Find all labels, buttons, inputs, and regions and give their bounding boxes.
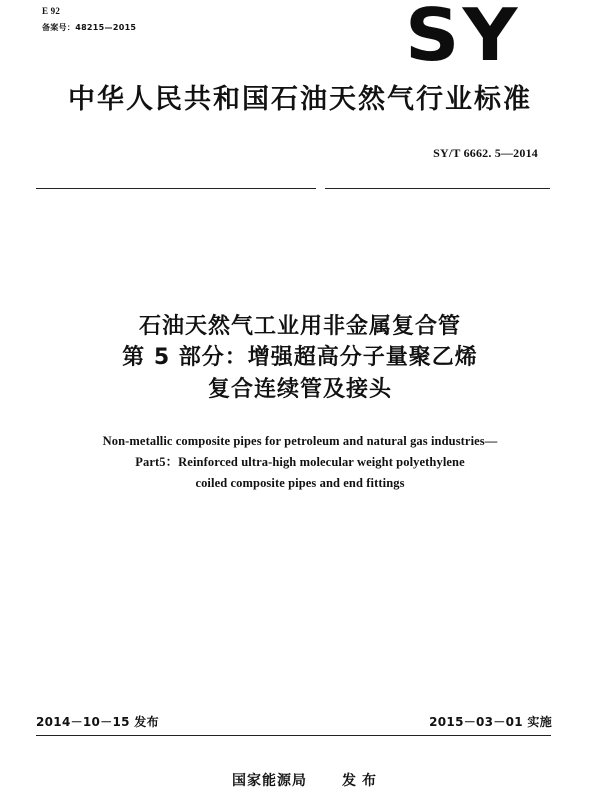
implementation-date: 2015－03－01 实施 — [429, 715, 552, 729]
header-divider-left — [36, 188, 316, 189]
title-en-line-1: Non-metallic composite pipes for petroleum and natural gas industries— — [102, 434, 498, 448]
title-zh-line-1: 石油天然气工业用非金属复合管 — [138, 314, 461, 339]
sy-logo: SY — [405, 0, 521, 77]
issuer-action: 发布 — [342, 773, 382, 789]
header-divider-right — [325, 188, 550, 189]
title-zh-line-3: 复合连续管及接头 — [207, 377, 392, 402]
footer-divider — [36, 735, 551, 736]
industry-standard-title: 中华人民共和国石油天然气行业标准 — [68, 84, 532, 115]
issue-date: 2014－10－15 发布 — [36, 715, 159, 729]
issuer-name: 国家能源局 — [232, 773, 307, 789]
title-zh-line-2: 第 5 部分：增强超高分子量聚乙烯 — [122, 345, 478, 370]
classification-code: E 92 — [42, 6, 61, 16]
title-en-line-3: coiled composite pipes and end fittings — [195, 476, 405, 490]
title-en-line-2: Part5：Reinforced ultra-high molecular weight polyethylene — [135, 455, 465, 469]
standard-number: SY/T 6662. 5—2014 — [433, 146, 538, 160]
record-number: 备案号：48215—2015 — [42, 23, 137, 32]
